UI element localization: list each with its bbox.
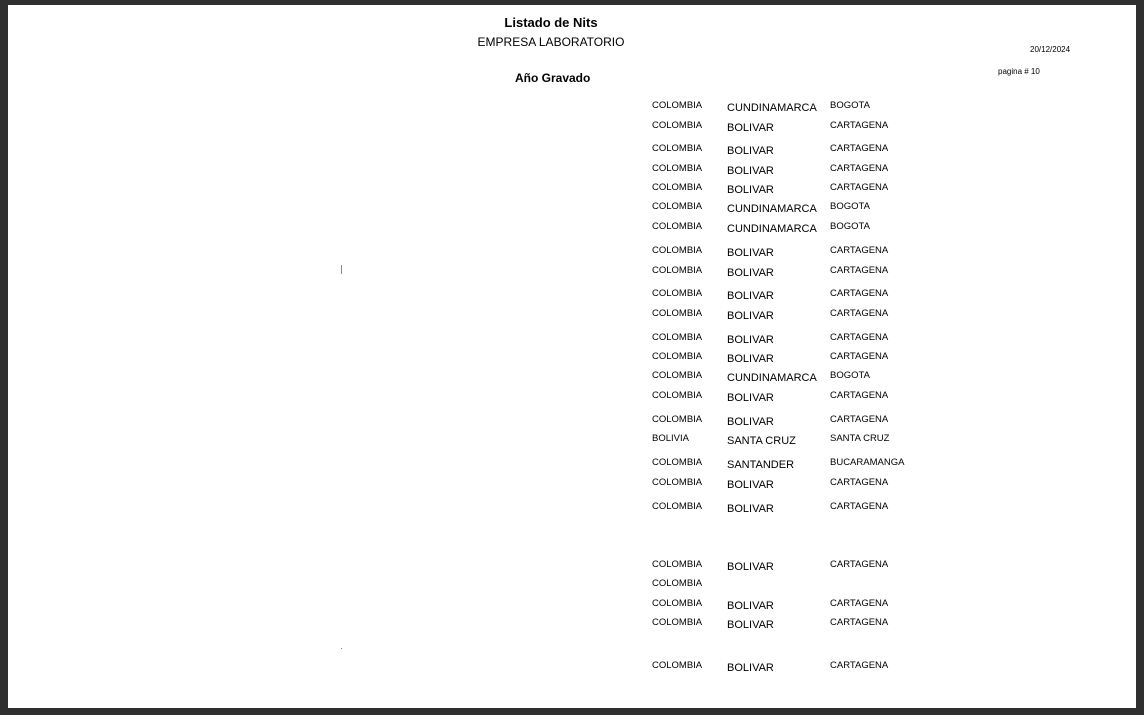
table-row — [8, 578, 1136, 596]
city-cell: CARTAGENA — [830, 265, 889, 276]
table-row — [8, 457, 1136, 475]
country-cell: COLOMBIA — [652, 265, 703, 276]
table-row — [8, 221, 1136, 239]
city-cell: CARTAGENA — [830, 617, 889, 628]
country-cell: COLOMBIA — [652, 221, 703, 232]
country-cell: COLOMBIA — [652, 163, 703, 174]
country-cell: COLOMBIA — [652, 617, 703, 628]
page-number: pagina # 10 — [998, 67, 1040, 76]
country-cell: COLOMBIA — [652, 414, 703, 425]
state-cell: BOLIVAR — [727, 561, 774, 573]
state-cell: BOLIVAR — [727, 122, 774, 134]
table-row — [8, 308, 1136, 326]
country-cell: COLOMBIA — [652, 370, 703, 381]
state-cell: BOLIVAR — [727, 145, 774, 157]
country-cell: COLOMBIA — [652, 559, 703, 570]
report-title: Listado de Nits — [504, 15, 598, 30]
city-cell: BOGOTA — [830, 201, 870, 212]
city-cell: CARTAGENA — [830, 351, 889, 362]
table-row — [8, 370, 1136, 388]
table-row — [8, 100, 1136, 118]
city-cell: SANTA CRUZ — [830, 433, 890, 444]
table-row — [8, 501, 1136, 519]
table-row — [8, 288, 1136, 306]
country-cell: COLOMBIA — [652, 501, 703, 512]
city-cell: CARTAGENA — [830, 477, 889, 488]
country-cell: COLOMBIA — [652, 143, 703, 154]
table-row — [8, 477, 1136, 495]
city-cell: CARTAGENA — [830, 143, 889, 154]
state-cell: SANTA CRUZ — [727, 435, 796, 447]
city-cell: CARTAGENA — [830, 182, 889, 193]
table-row — [8, 182, 1136, 200]
city-cell: CARTAGENA — [830, 308, 889, 319]
city-cell: CARTAGENA — [830, 598, 889, 609]
city-cell: BOGOTA — [830, 370, 870, 381]
report-date: 20/12/2024 — [1030, 45, 1071, 54]
table-row — [8, 351, 1136, 369]
state-cell: BOLIVAR — [727, 600, 774, 612]
table-row — [8, 265, 1136, 283]
state-cell: BOLIVAR — [727, 392, 774, 404]
country-cell: COLOMBIA — [652, 598, 703, 609]
city-cell: CARTAGENA — [830, 288, 889, 299]
state-cell: CUNDINAMARCA — [727, 372, 817, 384]
state-cell: BOLIVAR — [727, 290, 774, 302]
city-cell: CARTAGENA — [830, 559, 889, 570]
country-cell: COLOMBIA — [652, 308, 703, 319]
state-cell: BOLIVAR — [727, 184, 774, 196]
city-cell: CARTAGENA — [830, 245, 889, 256]
city-cell: CARTAGENA — [830, 414, 889, 425]
scan-speck — [341, 648, 342, 649]
city-cell: CARTAGENA — [830, 163, 889, 174]
country-cell: COLOMBIA — [652, 332, 703, 343]
country-cell: COLOMBIA — [652, 390, 703, 401]
report-page — [8, 5, 1136, 708]
state-cell: BOLIVAR — [727, 334, 774, 346]
table-row — [8, 245, 1136, 263]
section-heading: Año Gravado — [515, 71, 591, 85]
table-row — [8, 660, 1136, 678]
state-cell: SANTANDER — [727, 459, 795, 471]
country-cell: COLOMBIA — [652, 351, 703, 362]
country-cell: COLOMBIA — [652, 578, 703, 589]
city-cell: CARTAGENA — [830, 390, 889, 401]
city-cell: CARTAGENA — [830, 660, 889, 671]
country-cell: COLOMBIA — [652, 182, 703, 193]
company-name: EMPRESA LABORATORIO — [477, 35, 625, 49]
country-cell: BOLIVIA — [652, 433, 689, 444]
table-row — [8, 559, 1136, 577]
table-row — [8, 433, 1136, 451]
country-cell: COLOMBIA — [652, 201, 703, 212]
table-row — [8, 120, 1136, 138]
table-row — [8, 143, 1136, 161]
country-cell: COLOMBIA — [652, 245, 703, 256]
state-cell: BOLIVAR — [727, 662, 774, 674]
state-cell: BOLIVAR — [727, 479, 774, 491]
state-cell: BOLIVAR — [727, 416, 774, 428]
country-cell: COLOMBIA — [652, 457, 703, 468]
scan-speck — [341, 265, 342, 274]
city-cell: BUCARAMANGA — [830, 457, 905, 468]
state-cell: BOLIVAR — [727, 310, 774, 322]
table-row — [8, 201, 1136, 219]
state-cell: CUNDINAMARCA — [727, 203, 817, 215]
state-cell: BOLIVAR — [727, 503, 774, 515]
country-cell: COLOMBIA — [652, 120, 703, 131]
state-cell: BOLIVAR — [727, 353, 774, 365]
city-cell: CARTAGENA — [830, 332, 889, 343]
city-cell: CARTAGENA — [830, 501, 889, 512]
city-cell: CARTAGENA — [830, 120, 889, 131]
state-cell: BOLIVAR — [727, 247, 774, 259]
city-cell: BOGOTA — [830, 221, 870, 232]
country-cell: COLOMBIA — [652, 100, 703, 111]
state-cell: BOLIVAR — [727, 165, 774, 177]
city-cell: BOGOTA — [830, 100, 870, 111]
state-cell: CUNDINAMARCA — [727, 102, 817, 114]
table-row — [8, 598, 1136, 616]
table-row — [8, 332, 1136, 350]
table-row — [8, 163, 1136, 181]
table-row — [8, 390, 1136, 408]
state-cell: CUNDINAMARCA — [727, 223, 817, 235]
country-cell: COLOMBIA — [652, 660, 703, 671]
country-cell: COLOMBIA — [652, 288, 703, 299]
table-row — [8, 414, 1136, 432]
state-cell: BOLIVAR — [727, 619, 774, 631]
table-row — [8, 617, 1136, 635]
country-cell: COLOMBIA — [652, 477, 703, 488]
state-cell: BOLIVAR — [727, 267, 774, 279]
